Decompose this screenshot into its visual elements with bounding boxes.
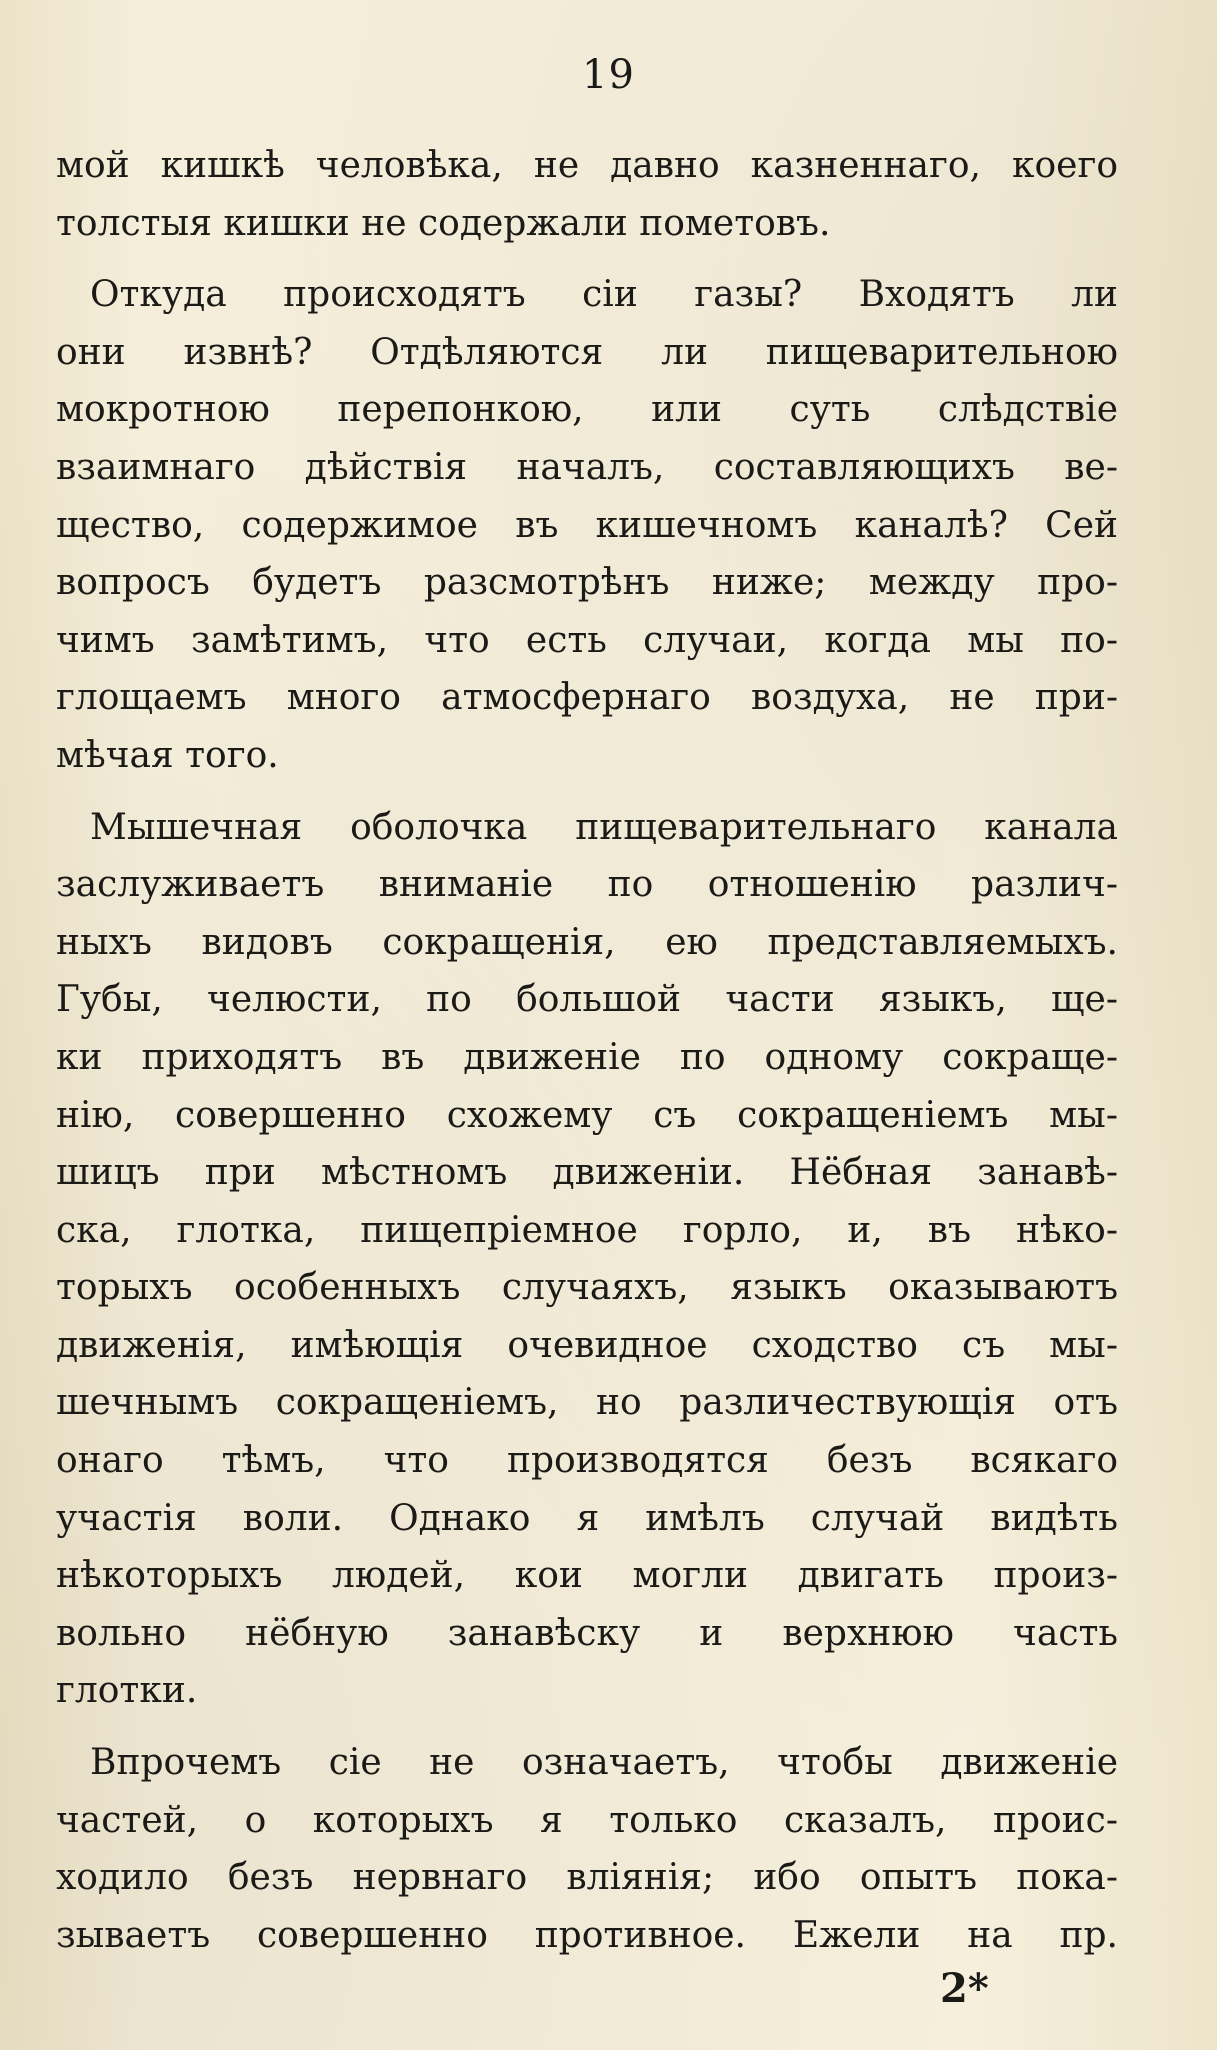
text-line: ска, глотка, пищепріемное горло, и, въ нѣко-	[56, 1209, 1118, 1251]
text-line: движенія, имѣющія очевидное сходство съ мы-	[56, 1324, 1118, 1366]
text-line: глотки.	[56, 1670, 198, 1712]
text-line: Впрочемъ сіе не означаетъ, чтобы движеніе	[90, 1742, 1118, 1784]
text-line: мокротною перепонкою, или суть слѣдствіе	[56, 389, 1118, 431]
text-line: частей, о которыхъ я только сказалъ, проис-	[56, 1799, 1118, 1841]
text-line: заслуживаетъ вниманіе по отношенію различ-	[56, 864, 1118, 906]
text-line: вопросъ будетъ разсмотрѣнъ ниже; между про-	[56, 562, 1118, 604]
text-line: ки приходятъ въ движеніе по одному сокраще-	[56, 1036, 1118, 1078]
paragraph	[56, 799, 1118, 1721]
text-line: шечнымъ сокращеніемъ, но различествующія отъ	[56, 1382, 1118, 1424]
paragraph	[56, 266, 1118, 784]
text-line: толстыя кишки не содержали пометовъ.	[56, 202, 831, 244]
text-line: ныхъ видовъ сокращенія, ею представляемыхъ.	[56, 921, 1118, 963]
text-line: Мышечная оболочка пищеварительнаго канала	[90, 806, 1118, 848]
text-line: Откуда происходятъ сіи газы? Входятъ ли	[90, 274, 1118, 316]
text-line: Губы, челюсти, по большой части языкъ, ще-	[56, 979, 1118, 1021]
body-text	[56, 137, 1118, 1964]
text-line: зываетъ совершенно противное. Ежели на пр.	[56, 1914, 1118, 1956]
text-line: глощаемъ много атмосфернаго воздуха, не при-	[56, 677, 1118, 719]
text-line: щество, содержимое въ кишечномъ каналѣ? Сей	[56, 504, 1118, 546]
text-line: вольно нёбную занавѣску и верхнюю часть	[56, 1612, 1118, 1654]
text-line: торыхъ особенныхъ случаяхъ, языкъ оказываютъ	[56, 1267, 1118, 1309]
paragraph	[56, 137, 1118, 252]
text-line: они извнѣ? Отдѣляются ли пищеварительною	[56, 331, 1118, 373]
text-line: взаимнаго дѣйствія началъ, составляющихъ ве-	[56, 446, 1118, 488]
text-line: шицъ при мѣстномъ движеніи. Нёбная занавѣ-	[56, 1152, 1118, 1194]
page-number: 19	[582, 52, 635, 98]
text-line: ходило безъ нервнаго вліянія; ибо опытъ пока-	[56, 1857, 1118, 1899]
text-line: онаго тѣмъ, что производятся безъ всякаго	[56, 1440, 1118, 1482]
text-line: чимъ замѣтимъ, что есть случаи, когда мы по-	[56, 619, 1118, 661]
paragraph	[56, 1734, 1118, 1964]
signature-mark: 2*	[940, 1965, 989, 2012]
text-line: мѣчая того.	[56, 734, 279, 776]
text-line: нію, совершенно схожему съ сокращеніемъ мы-	[56, 1094, 1118, 1136]
text-line: участія воли. Однако я имѣлъ случай видѣть	[56, 1497, 1118, 1539]
text-line: нѣкоторыхъ людей, кои могли двигать произ-	[56, 1555, 1118, 1597]
text-line: мой кишкѣ человѣка, не давно казненнаго, коего	[56, 145, 1118, 186]
